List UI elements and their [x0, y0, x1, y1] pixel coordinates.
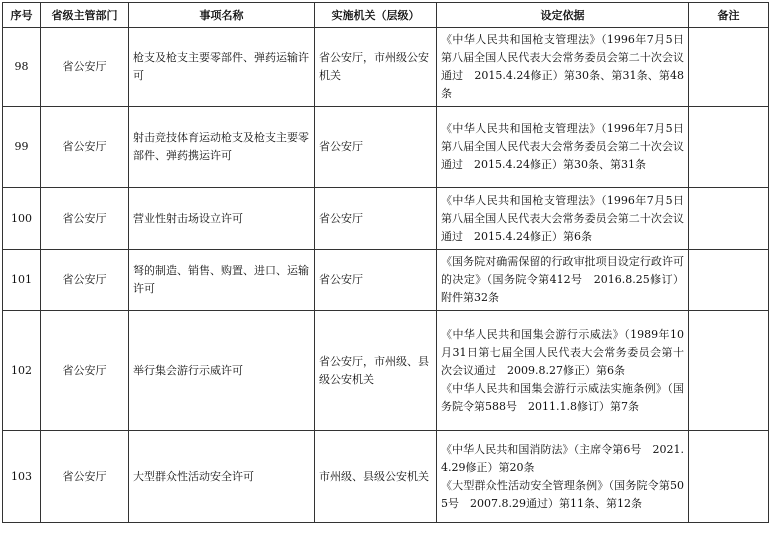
basis-line: 《中华人民共和国集会游行示威法》（1989年10月31日第七届全国人民代表大会常务委员会第十次会议通过 2009.8.27修正）第6条 — [441, 327, 684, 377]
table-row — [3, 107, 769, 188]
cell-org: 省公安厅 — [315, 107, 437, 188]
cell-dept: 省公安厅 — [41, 250, 129, 311]
cell-dept: 省公安厅 — [41, 28, 129, 107]
cell-dept: 省公安厅 — [41, 107, 129, 188]
header-dept: 省级主管部门 — [41, 3, 129, 28]
cell-note — [689, 311, 769, 431]
cell-no: 103 — [3, 431, 41, 523]
cell-no: 99 — [3, 107, 41, 188]
table-row — [3, 250, 769, 311]
cell-note — [689, 431, 769, 523]
table-row — [3, 311, 769, 431]
cell-note — [689, 28, 769, 107]
cell-note — [689, 107, 769, 188]
cell-item: 枪支及枪支主要零部件、弹药运输许可 — [129, 28, 315, 107]
approval-items-table — [2, 2, 769, 523]
header-item: 事项名称 — [129, 3, 315, 28]
cell-dept: 省公安厅 — [41, 311, 129, 431]
cell-no: 101 — [3, 250, 41, 311]
cell-item: 举行集会游行示威许可 — [129, 311, 315, 431]
cell-item: 大型群众性活动安全许可 — [129, 431, 315, 523]
cell-basis — [437, 107, 689, 188]
table-row — [3, 431, 769, 523]
cell-no: 102 — [3, 311, 41, 431]
cell-item: 弩的制造、销售、购置、进口、运输许可 — [129, 250, 315, 311]
header-org: 实施机关（层级） — [315, 3, 437, 28]
cell-item: 营业性射击场设立许可 — [129, 188, 315, 250]
cell-org: 省公安厅，市州级、县级公安机关 — [315, 311, 437, 431]
basis-line: 《国务院对确需保留的行政审批项目设定行政许可的决定》（国务院令第412号 2016.8.25修订）附件第32条 — [441, 255, 684, 304]
cell-basis — [437, 28, 689, 107]
cell-no: 98 — [3, 28, 41, 107]
cell-basis — [437, 431, 689, 523]
header-row — [3, 3, 769, 28]
basis-line: 《中华人民共和国枪支管理法》（1996年7月5日第八届全国人民代表大会常务委员会第二十次会议通过 2015.4.24修正）第30条、第31条 — [441, 122, 684, 171]
cell-org: 市州级、县级公安机关 — [315, 431, 437, 523]
cell-org: 省公安厅 — [315, 188, 437, 250]
header-note: 备注 — [689, 3, 769, 28]
cell-note — [689, 250, 769, 311]
cell-no: 100 — [3, 188, 41, 250]
cell-basis — [437, 188, 689, 250]
cell-org: 省公安厅 — [315, 250, 437, 311]
cell-basis — [437, 250, 689, 311]
cell-dept: 省公安厅 — [41, 431, 129, 523]
basis-line: 《中华人民共和国枪支管理法》（1996年7月5日第八届全国人民代表大会常务委员会第二十次会议通过 2015.4.24修正）第30条、第31条、第48条 — [441, 33, 684, 100]
basis-line: 《大型群众性活动安全管理条例》（国务院令第505号 2007.8.29通过）第11条、第12条 — [441, 478, 684, 510]
header-basis: 设定依据 — [437, 3, 689, 28]
cell-item: 射击竞技体育运动枪支及枪支主要零部件、弹药携运许可 — [129, 107, 315, 188]
table-row — [3, 28, 769, 107]
cell-basis — [437, 311, 689, 431]
header-no: 序号 — [3, 3, 41, 28]
cell-dept: 省公安厅 — [41, 188, 129, 250]
table-row — [3, 188, 769, 250]
basis-line: 《中华人民共和国消防法》（主席令第6号 2021.4.29修正）第20条 — [441, 442, 684, 474]
basis-line: 《中华人民共和国集会游行示威法实施条例》（国务院令第588号 2011.1.8修订）第7条 — [441, 381, 684, 413]
cell-org: 省公安厅，市州级公安机关 — [315, 28, 437, 107]
basis-line: 《中华人民共和国枪支管理法》（1996年7月5日第八届全国人民代表大会常务委员会第二十次会议通过 2015.4.24修正）第6条 — [441, 193, 684, 243]
cell-note — [689, 188, 769, 250]
